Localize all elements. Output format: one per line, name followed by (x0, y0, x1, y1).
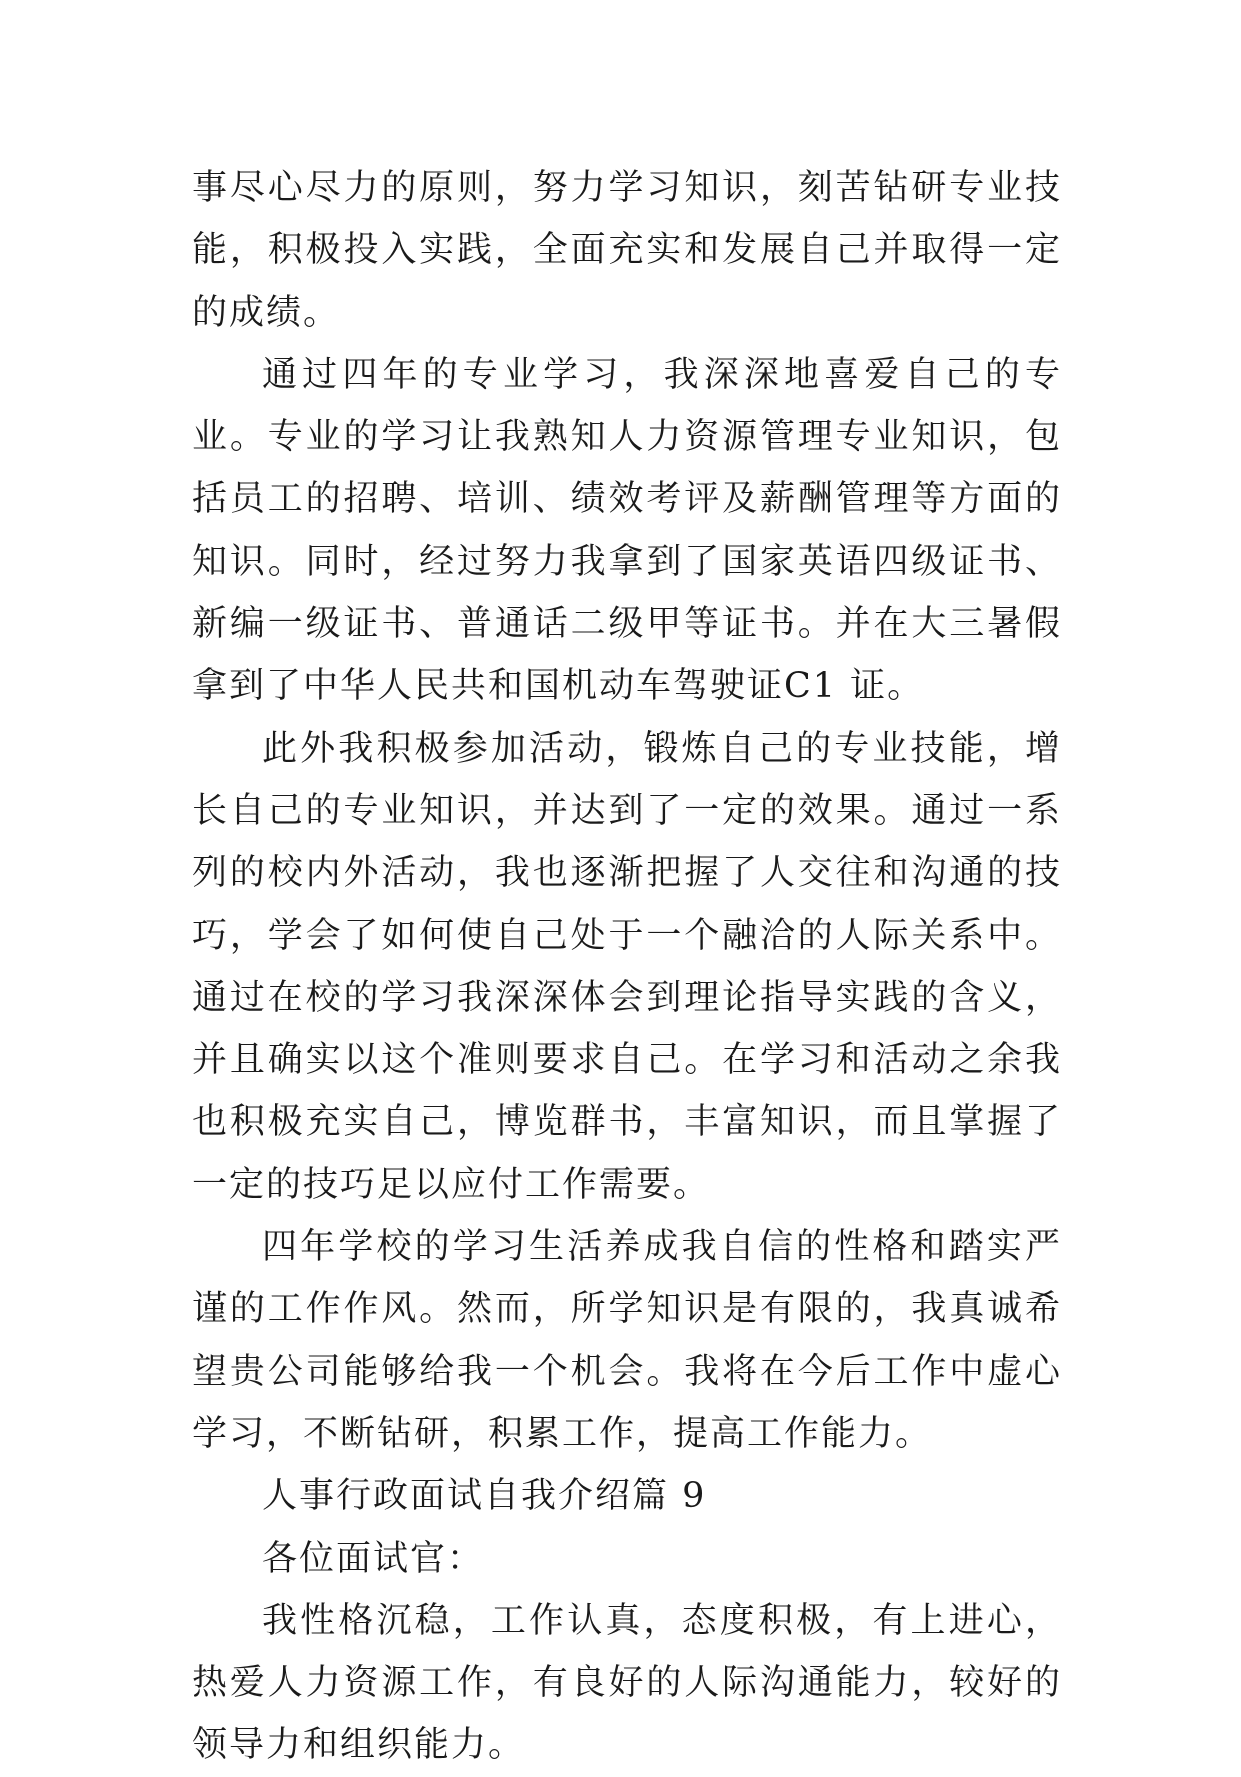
section-heading: 人事行政面试自我介绍篇 9 (262, 1476, 707, 1517)
paragraph-study: 通过四年的专业学习，我深深地喜爱自己的专业。专业的学习让我熟知人力资源管理专业知识，包括员工的招聘、培训、绩效考评及薪酬管理等方面的知识。同时，经过努力我拿到了国家英语四级证书、新编一级证书、普通话二级甲等证书。并在大三暑假拿到了中华人民共和国机动车驾驶证C1 证。 (192, 354, 1062, 707)
document-body (192, 157, 1062, 1777)
paragraph-conclusion: 四年学校的学习生活养成我自信的性格和踏实严谨的工作作风。然而，所学知识是有限的，我真诚希望贵公司能够给我一个机会。我将在今后工作中虚心学习，不断钻研，积累工作，提高工作能力。 (192, 1227, 1062, 1454)
salutation: 各位面试官： (262, 1538, 485, 1579)
paragraph-continuation: 事尽心尽力的原则，努力学习知识，刻苦钻研专业技能，积极投入实践，全面充实和发展自己并取得一定的成绩。 (192, 168, 1062, 333)
paragraph-activities: 此外我积极参加活动，锻炼自己的专业技能，增长自己的专业知识，并达到了一定的效果。通过一系列的校内外活动，我也逐渐把握了人交往和沟通的技巧，学会了如何使自己处于一个融洽的人际关系中。通过在校的学习我深深体会到理论指导实践的含义，并且确实以这个准则要求自己。在学习和活动之余我也积极充实自己，博览群书，丰富知识，而且掌握了一定的技巧足以应付工作需要。 (192, 728, 1062, 1205)
paragraph-personality: 我性格沉稳，工作认真，态度积极，有上进心，热爱人力资源工作，有良好的人际沟通能力，较好的领导力和组织能力。 (192, 1600, 1062, 1766)
